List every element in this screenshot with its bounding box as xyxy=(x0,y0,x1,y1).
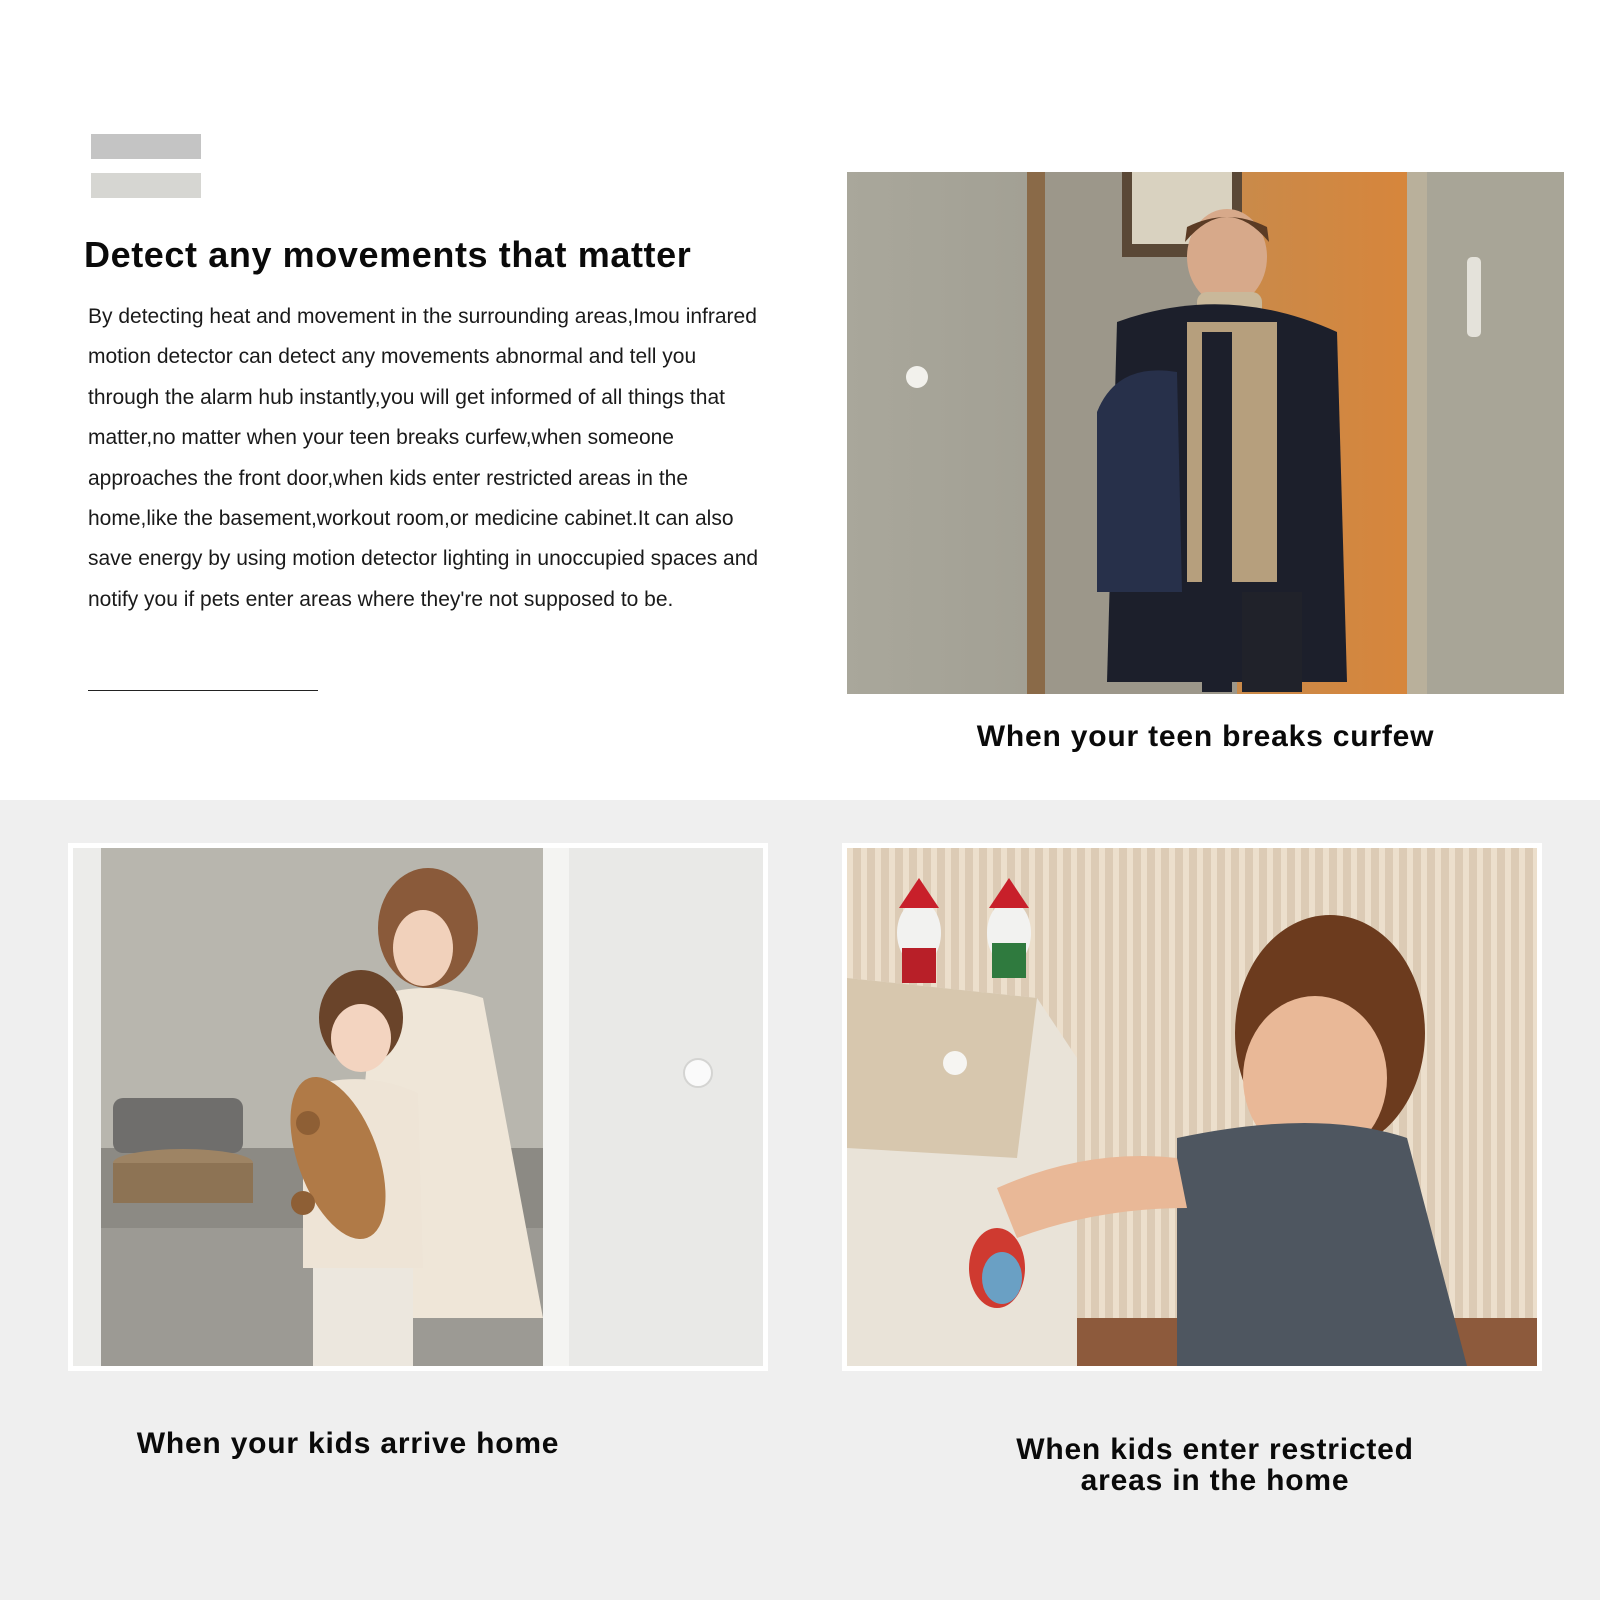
decorative-bar-top xyxy=(91,134,201,159)
kids-restricted-photo xyxy=(847,848,1537,1366)
page-title: Detect any movements that matter xyxy=(84,234,692,275)
description-paragraph: By detecting heat and movement in the surrounding areas,Imou infrared motion detector can detect any movements abnormal and tell you through the alarm hub instantly,you will get informed of all things that matter,no matter when your teen breaks curfew,when someone approaches the front door,when kids enter restricted areas in the home,like the basement,workout room,or medicine cabinet.It can also save energy by using motion detector lighting in unoccupied spaces and notify you if pets enter areas where they're not supposed to be. xyxy=(88,305,759,611)
teen-doorway-photo xyxy=(847,172,1564,694)
caption-restricted-line-2: areas in the home xyxy=(1080,1464,1350,1497)
caption-restricted-areas xyxy=(955,1434,1475,1496)
caption-teen-curfew: When your teen breaks curfew xyxy=(976,720,1435,753)
kids-arrive-photo xyxy=(73,848,763,1366)
caption-restricted-line-1: When kids enter restricted xyxy=(1016,1433,1414,1466)
decorative-bar-bottom xyxy=(91,173,201,198)
divider-line xyxy=(88,690,318,691)
caption-kids-arrive: When your kids arrive home xyxy=(136,1427,560,1460)
